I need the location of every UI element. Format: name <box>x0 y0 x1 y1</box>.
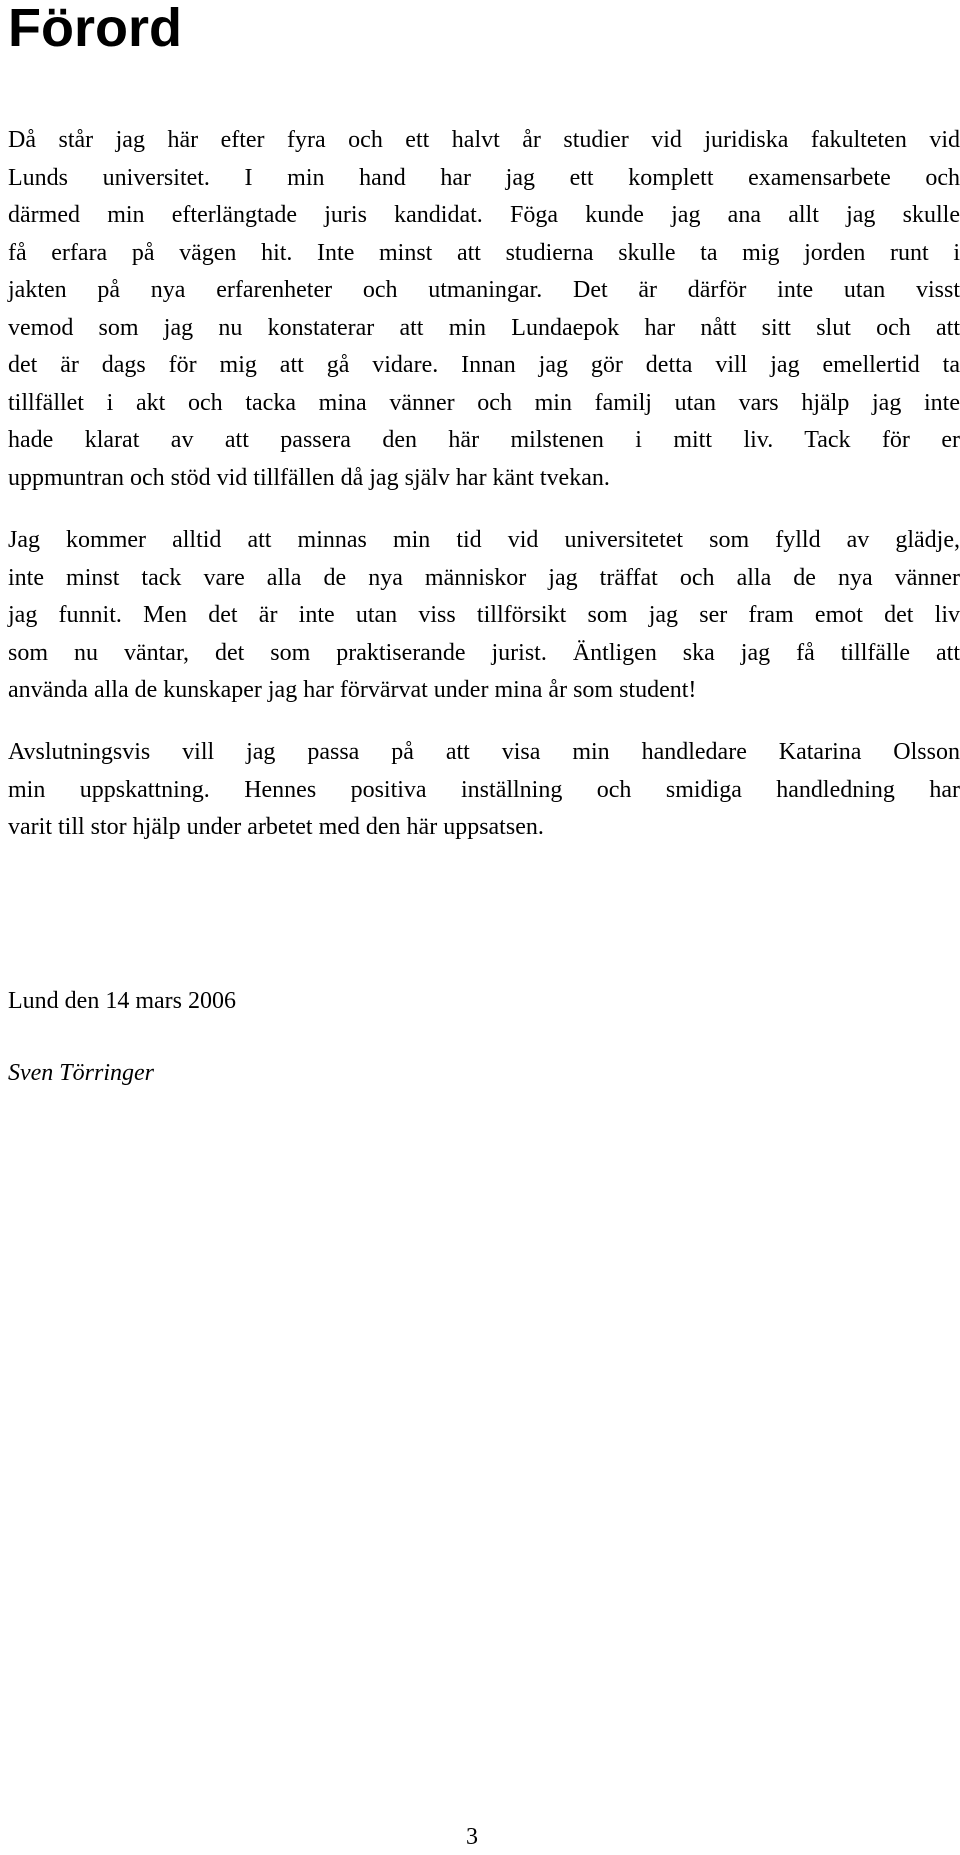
paragraph-memories <box>8 522 960 710</box>
paragraph-line: tillfället i akt och tacka mina vänner och min familj utan vars hjälp jag inte <box>8 389 960 416</box>
paragraph-line: vemod som jag nu konstaterar att min Lundaepok har nått sitt slut och att <box>8 314 960 341</box>
paragraph-line: jag funnit. Men det är inte utan viss tillförsikt som jag ser fram emot det liv <box>8 602 960 628</box>
paragraph-line: som nu väntar, det som praktiserande jurist. Äntligen ska jag få tillfälle att <box>8 639 960 666</box>
paragraph-line: Lunds universitet. I min hand har jag ett komplett examensarbete och <box>8 164 960 191</box>
paragraph-line: Jag kommer alltid att minnas min tid vid universitetet som fylld av glädje, <box>8 527 960 553</box>
paragraph-line: inte minst tack vare alla de nya människor jag träffat och alla de nya vänner <box>8 564 960 591</box>
paragraph-line: hade klarat av att passera den här milstenen i mitt liv. Tack för er <box>8 427 960 453</box>
paragraph-line: min uppskattning. Hennes positiva inställning och smidiga handledning har <box>8 776 960 803</box>
paragraph-intro <box>8 122 960 497</box>
paragraph-acknowledgement <box>8 734 960 847</box>
paragraph-line: uppmuntran och stöd vid tillfällen då jag själv har känt tvekan. <box>8 464 610 491</box>
place-and-date: Lund den 14 mars 2006 <box>8 988 236 1014</box>
paragraph-line: få erfara på vägen hit. Inte minst att studierna skulle ta mig jorden runt i <box>8 239 960 266</box>
paragraph-line: därmed min efterlängtade juris kandidat. Föga kunde jag ana allt jag skulle <box>8 202 960 228</box>
paragraph-line: Då står jag här efter fyra och ett halvt år studier vid juridiska fakulteten vid <box>8 127 960 153</box>
author-signature: Sven Törringer <box>8 1060 154 1086</box>
paragraph-line: det är dags för mig att gå vidare. Innan jag gör detta vill jag emellertid ta <box>8 352 960 378</box>
page-title: Förord <box>8 0 182 58</box>
page-number: 3 <box>466 1824 478 1850</box>
paragraph-line: använda alla de kunskaper jag har förvärvat under mina år som student! <box>8 677 697 703</box>
paragraph-line: varit till stor hjälp under arbetet med den här uppsatsen. <box>8 814 544 840</box>
paragraph-line: Avslutningsvis vill jag passa på att visa min handledare Katarina Olsson <box>8 739 960 765</box>
paragraph-line: jakten på nya erfarenheter och utmaningar. Det är därför inte utan visst <box>8 277 960 303</box>
